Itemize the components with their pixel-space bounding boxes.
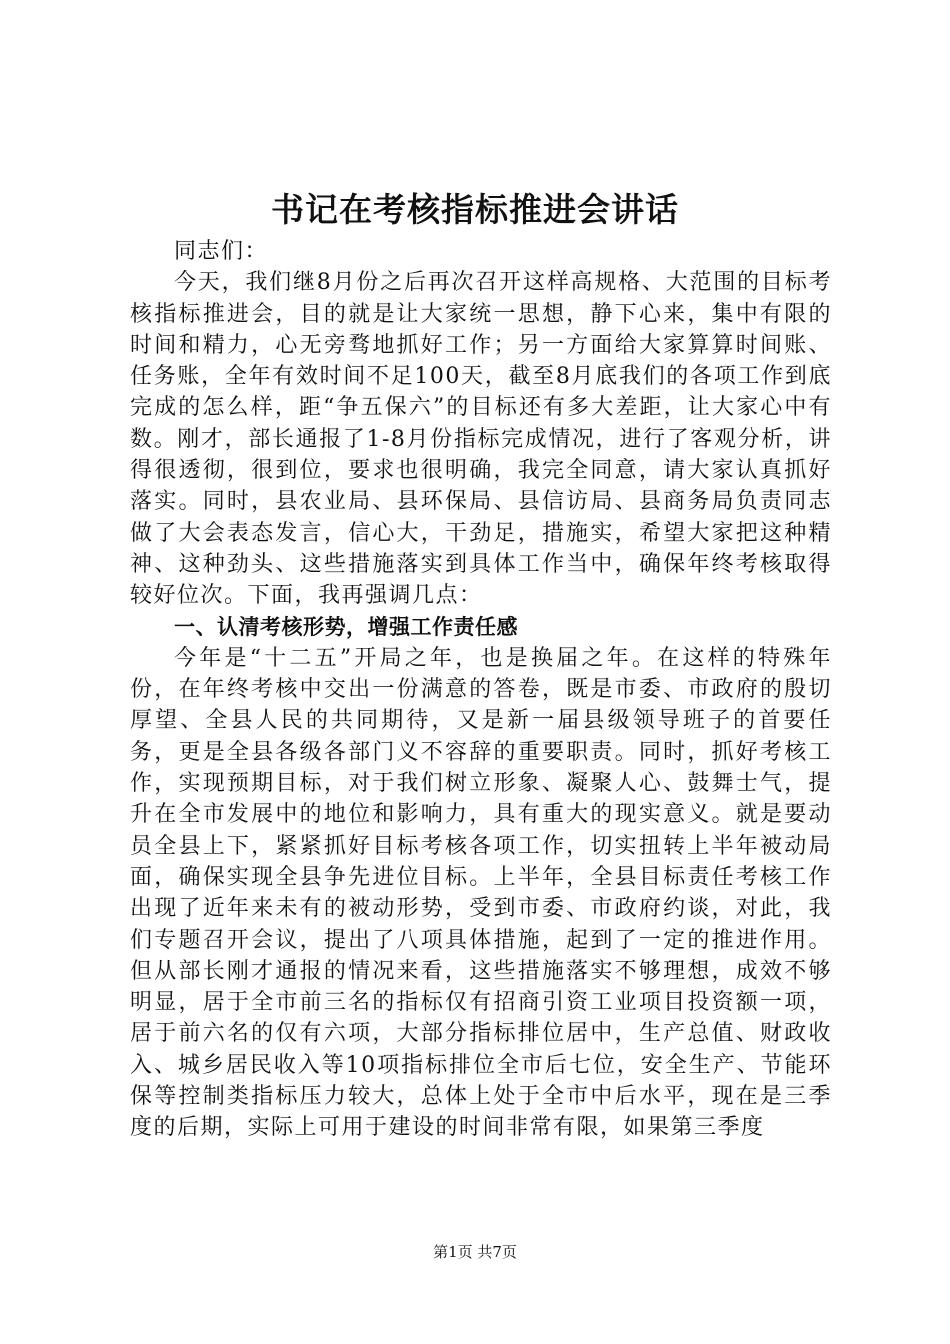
body-paragraph: 今天，我们继8月份之后再次召开这样高规格、大范围的目标考核指标推进会，目的就是让大家统一思想，静下心来，集中有限的时间和精力，心无旁骛地抓好工作；另一方面给大家算算时间账、任务账，全年有效时间不足100天，截至8月底我们的各项工作到底完成的怎么样，距“争五保六”的目标还有多大差距，让大家心中有数。刚才，部长通报了1-8月份指标完成情况，进行了客观分析，讲得很透彻，很到位，要求也很明确，我完全同意，请大家认真抓好落实。同时，县农业局、县环保局、县信访局、县商务局负责同志做了大会表态发言，信心大，干劲足，措施实，希望大家把这种精神、这种劲头、这些措施落实到具体工作当中，确保年终考核取得较好位次。下面，我再强调几点：: [130, 270, 832, 609]
document-title: 书记在考核指标推进会讲话: [271, 190, 679, 229]
page-number: 第1页 共7页: [433, 1243, 517, 1261]
page-footer: [0, 1240, 950, 1264]
salutation: 同志们：: [174, 239, 269, 264]
section-heading: 一、认清考核形势，增强工作责任感: [174, 614, 518, 639]
body-paragraph: 今年是“十二五”开局之年，也是换届之年。在这样的特殊年份，在年终考核中交出一份满意的答卷，既是市委、市政府的殷切厚望、全县人民的共同期待，又是新一届县级领导班子的首要任务，更是全县各级各部门义不容辞的重要职责。同时，抓好考核工作，实现预期目标，对于我们树立形象、凝聚人心、鼓舞士气，提升在全市发展中的地位和影响力，具有重大的现实意义。就是要动员全县上下，紧紧抓好目标考核各项工作，切实扭转上半年被动局面，确保实现全县争先进位目标。上半年，全县目标责任考核工作出现了近年来未有的被动形势，受到市委、市政府约谈，对此，我们专题召开会议，提出了八项具体措施，起到了一定的推进作用。但从部长刚才通报的情况来看，这些措施落实不够理想，成效不够明显，居于全市前三名的指标仅有招商引资工业项目投资额一项，居于前六名的仅有六项，大部分指标排位居中，生产总值、财政收入、城乡居民收入等10项指标排位全市后七位，安全生产、节能环保等控制类指标压力较大，总体上处于全市中后水平，现在是三季度的后期，实际上可用于建设的时间非常有限，如果第三季度: [130, 645, 832, 1141]
document-body: [130, 236, 832, 1144]
